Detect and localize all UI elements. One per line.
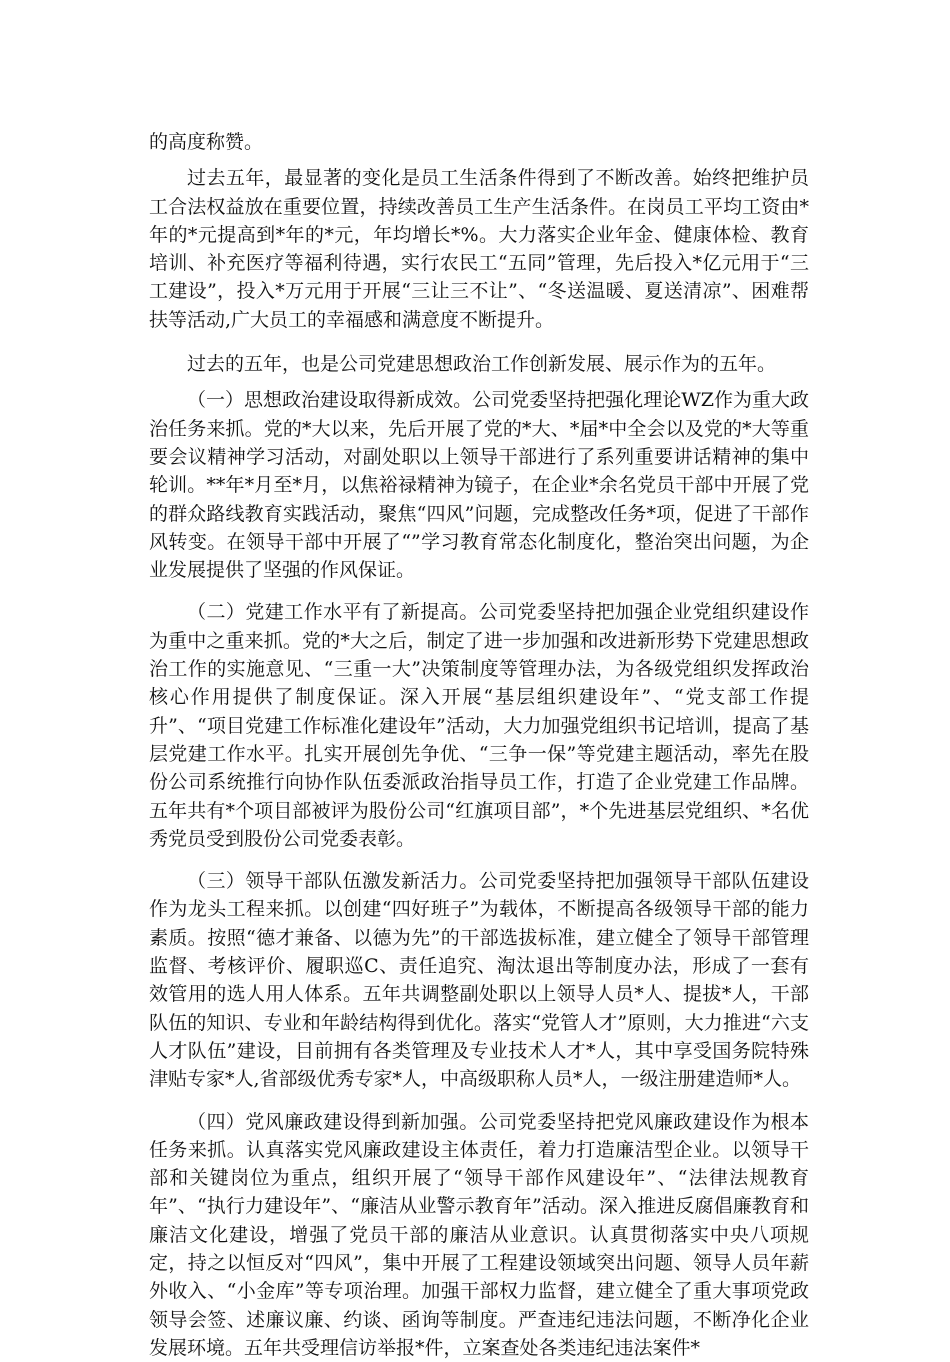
paragraph-continuation: 的高度称赞。 — [149, 128, 809, 156]
paragraph-section-2: （二）党建工作水平有了新提高。公司党委坚持把加强企业党组织建设作为重中之重来抓。党的*大之后，制定了进一步加强和改进新形势下党建思想政治工作的实施意见、“三重一大”决策制度等管理办法，为各级党组织发挥政治核心作用提供了制度保证。深入开展“基层组织建设年”、“党支部工作提升”、“项目党建工作标准化建设年”活动，大力加强党组织书记培训，提高了基层党建工作水平。扎实开展创先争优、“三争一保”等党建主题活动，率先在股份公司系统推行向协作队伍委派政治指导员工作，打造了企业党建工作品牌。五年共有*个项目部被评为股份公司“红旗项目部”，*个先进基层党组织、*名优秀党员受到股份公司党委表彰。 — [149, 598, 809, 853]
paragraph-living-conditions: 过去五年，最显著的变化是员工生活条件得到了不断改善。始终把维护员工合法权益放在重要位置，持续改善员工生产生活条件。在岗员工平均工资由*年的*元提高到*年的*元，年均增长*%。大力落实企业年金、健康体检、教育培训、补充医疗等福利待遇，实行农民工“五同”管理，先后投入*亿元用于“三工建设”，投入*万元用于开展“三让三不让”、“冬送温暖、夏送清凉”、困难帮扶等活动,广大员工的幸福感和满意度不断提升。 — [149, 164, 809, 334]
paragraph-party-building-intro: 过去的五年，也是公司党建思想政治工作创新发展、展示作为的五年。 — [149, 350, 809, 378]
paragraph-section-3: （三）领导干部队伍激发新活力。公司党委坚持把加强领导干部队伍建设作为龙头工程来抓。以创建“四好班子”为载体，不断提高各级领导干部的能力素质。按照“德才兼备、以德为先”的干部选拔标准，建立健全了领导干部管理监督、考核评价、履职巡C、责任追究、淘汰退出等制度办法，形成了一套有效管用的选人用人体系。五年共调整副处职以上领导人员*人、提拔*人，干部队伍的知识、专业和年龄结构得到优化。落实“党管人才”原则，大力推进“六支人才队伍”建设，目前拥有各类管理及专业技术人才*人，其中享受国务院特殊津贴专家*人,省部级优秀专家*人，中高级职称人员*人，一级注册建造师*人。 — [149, 867, 809, 1093]
paragraph-section-4: （四）党风廉政建设得到新加强。公司党委坚持把党风廉政建设作为根本任务来抓。认真落实党风廉政建设主体责任，着力打造廉洁型企业。以领导干部和关键岗位为重点，组织开展了“领导干部作风建设年”、“法律法规教育年”、“执行力建设年”、“廉洁从业警示教育年”活动。深入推进反腐倡廉教育和廉洁文化建设，增强了党员干部的廉洁从业意识。认真贯彻落实中央八项规定，持之以恒反对“四风”，集中开展了工程建设领域突出问题、领导人员年薪外收入、“小金库”等专项治理。加强干部权力监督，建立健全了重大事项党政领导会签、述廉议廉、约谈、函询等制度。严查违纪违法问题，不断净化企业发展环境。五年共受理信访举报*件，立案查处各类违纪违法案件* — [149, 1108, 809, 1362]
document-body — [149, 128, 809, 1362]
paragraph-section-1: （一）思想政治建设取得新成效。公司党委坚持把强化理论WZ作为重大政治任务来抓。党的*大以来，先后开展了党的*大、*届*中全会以及党的*大等重要会议精神学习活动，对副处职以上领导干部进行了系列重要讲话精神的集中轮训。**年*月至*月，以焦裕禄精神为镜子，在企业*余名党员干部中开展了党的群众路线教育实践活动，聚焦“四风”问题，完成整改任务*项，促进了干部作风转变。在领导干部中开展了“”学习教育常态化制度化，整治突出问题，为企业发展提供了坚强的作风保证。 — [149, 386, 809, 584]
